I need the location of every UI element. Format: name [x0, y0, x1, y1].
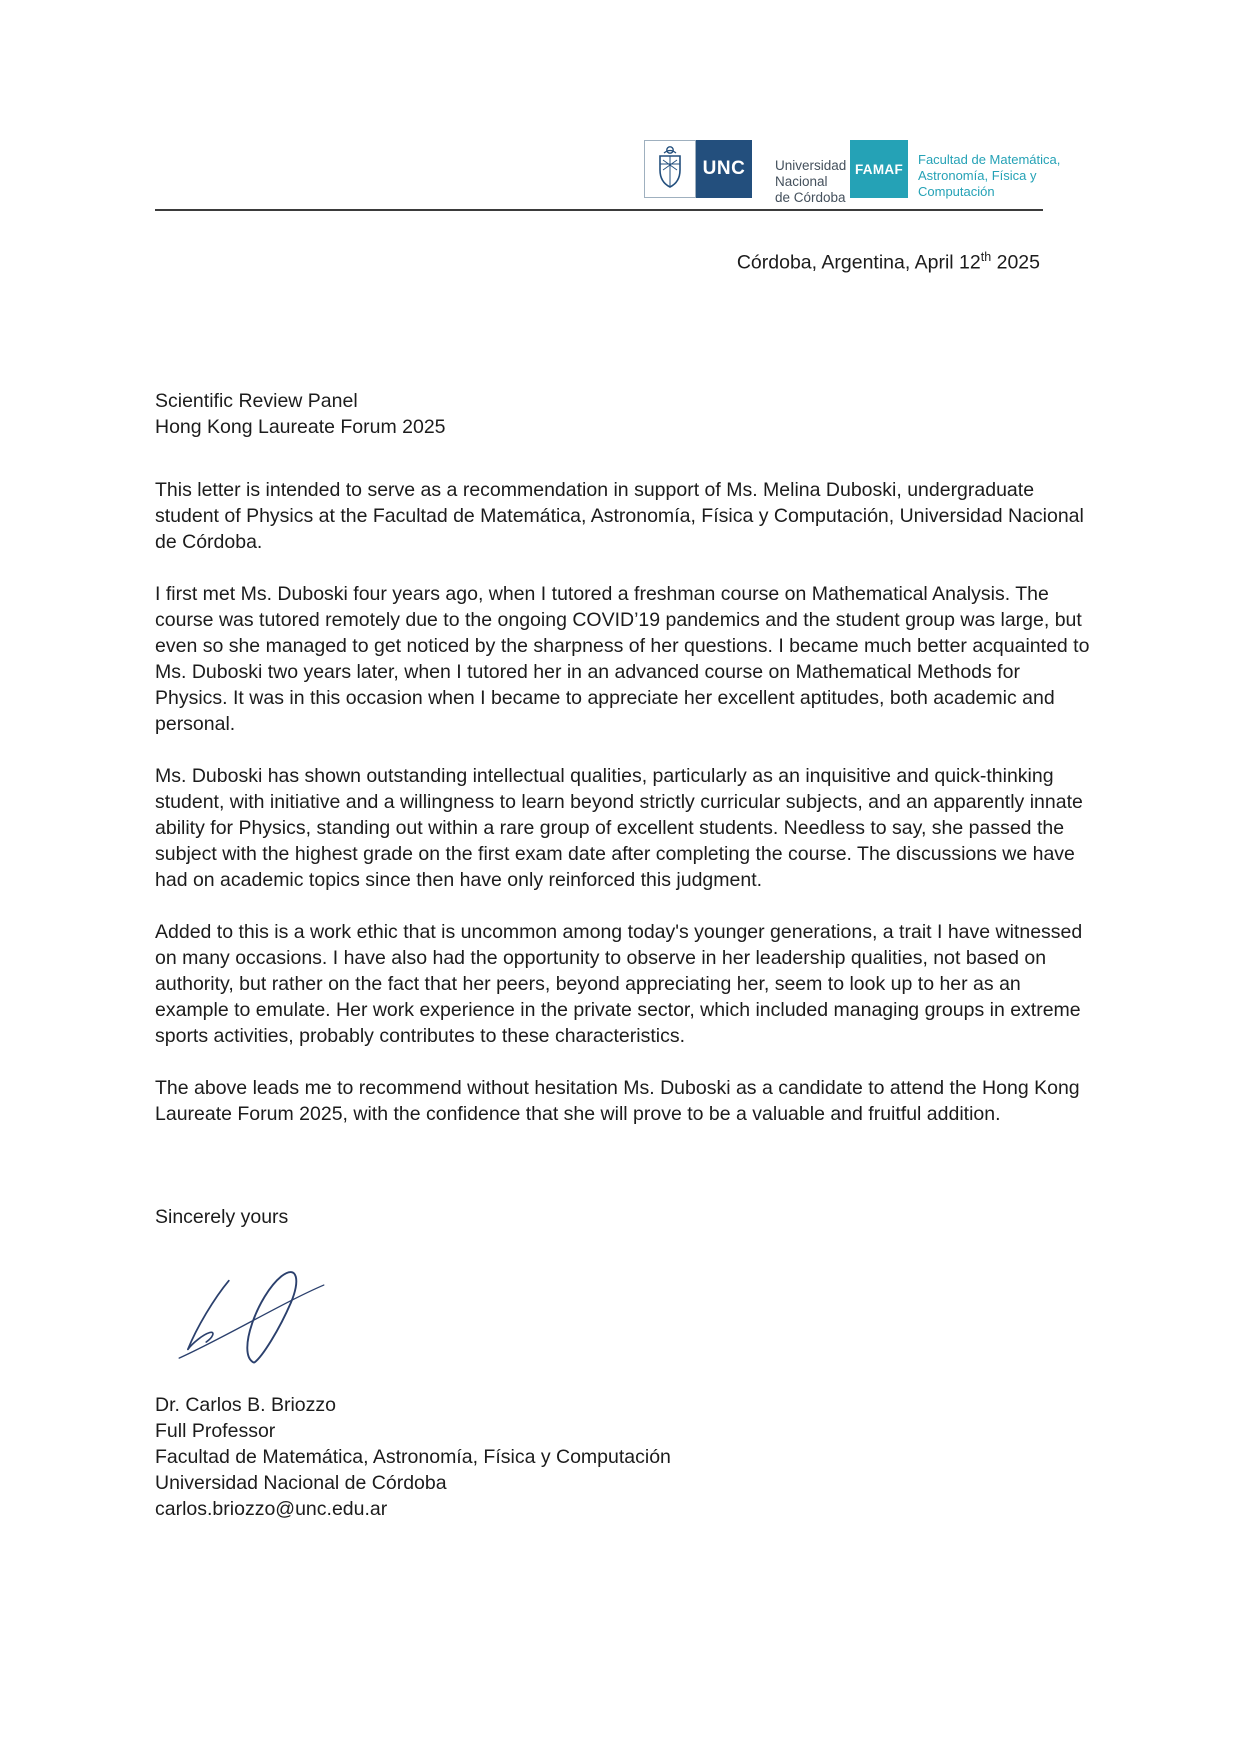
date-line [155, 250, 1040, 275]
date-text: Córdoba, Argentina, April 12 [736, 251, 981, 274]
date-year: 2025 [991, 251, 1040, 274]
recipient-line-1: Scientific Review Panel [155, 390, 358, 412]
famaf-name-line: Computación [918, 184, 995, 199]
signer-email: carlos.briozzo@unc.edu.ar [155, 1498, 388, 1520]
signer-faculty: Facultad de Matemática, Astronomía, Física y Computación [155, 1446, 671, 1468]
unc-crest-box [644, 140, 696, 198]
famaf-name-line: Facultad de Matemática, [918, 152, 1061, 167]
unc-acronym: UNC [696, 140, 752, 198]
closing-salutation: Sincerely yours [155, 1206, 289, 1228]
paragraph-4: Added to this is a work ethic that is uncommon among today's younger generations, a trait I have witnessed on many occasions. I have also had the opportunity to observe in her leadership qualities, not based on authority, but rather on the fact that her peers, beyond appreciating her, seem to look up to her as an example to emulate. Her work experience in the private sector, which included managing groups in extreme sports activities, probably contributes to these characteristics. [155, 921, 1083, 1047]
unc-logo [644, 140, 752, 198]
signer-university: Universidad Nacional de Córdoba [155, 1472, 447, 1494]
recipient-line-2: Hong Kong Laureate Forum 2025 [155, 416, 446, 438]
unc-crest-icon [653, 144, 687, 195]
famaf-logo: FAMAF [850, 140, 908, 198]
famaf-name-line: Astronomía, Física y [918, 168, 1037, 183]
letter-body [155, 477, 1091, 1153]
unc-name [775, 158, 846, 206]
unc-name-line: Universidad [775, 158, 847, 173]
paragraph-5: The above leads me to recommend without hesitation Ms. Duboski as a candidate to attend the Hong Kong Laureate Forum 2025, with the confidence that she will prove to be a valuable and fruitful addition. [155, 1077, 1080, 1125]
recipient-block [155, 388, 446, 440]
paragraph-1: This letter is intended to serve as a recommendation in support of Ms. Melina Duboski, undergraduate student of Physics at the Facultad de Matemática, Astronomía, Física y Computación, Universidad Nacional de Córdoba. [155, 479, 1084, 553]
signature-image [166, 1240, 334, 1390]
signer-title: Full Professor [155, 1420, 276, 1442]
date-ordinal-suffix: th [980, 250, 992, 264]
paragraph-2: I first met Ms. Duboski four years ago, when I tutored a freshman course on Mathematical Analysis. The course was tutored remotely due to the ongoing COVID’19 pandemics and the student group was large, but even so she managed to get noticed by the sharpness of her questions. I became much better acquainted to Ms. Duboski two years later, when I tutored her in an advanced course on Mathematical Methods for Physics. It was in this occasion when I became to appreciate her excellent aptitudes, both academic and personal. [155, 583, 1090, 735]
signer-name: Dr. Carlos B. Briozzo [155, 1394, 336, 1416]
famaf-name [918, 152, 1060, 200]
header-divider [155, 209, 1043, 211]
signature-block [155, 1392, 671, 1522]
paragraph-3: Ms. Duboski has shown outstanding intellectual qualities, particularly as an inquisitive and quick-thinking student, with initiative and a willingness to learn beyond strictly curricular subjects, and an apparently innate ability for Physics, standing out within a rare group of excellent students. Needless to say, she passed the subject with the highest grade on the first exam date after completing the course. The discussions we have had on academic topics since then have only reinforced this judgment. [155, 765, 1083, 891]
unc-name-line: de Córdoba [775, 190, 846, 205]
unc-name-line: Nacional [775, 174, 828, 189]
